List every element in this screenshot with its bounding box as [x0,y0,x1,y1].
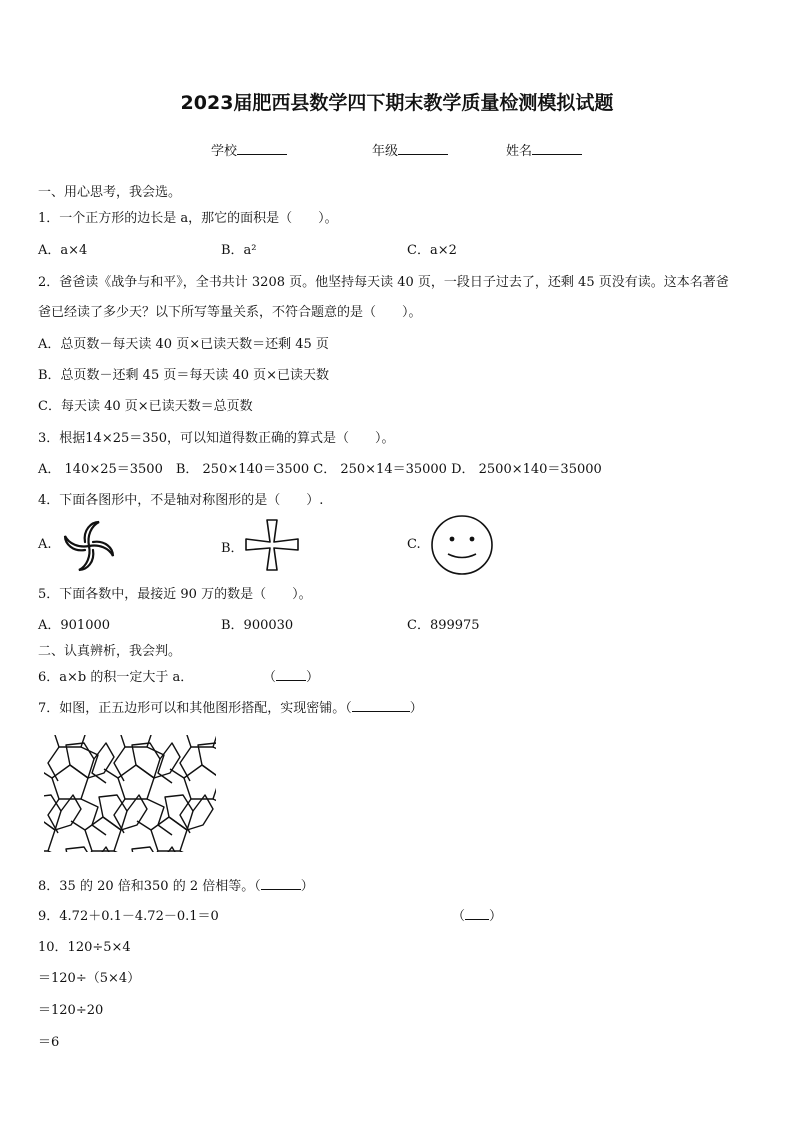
q9-blank-line [465,907,489,920]
q5-option-b: B．900030 [221,618,294,633]
q1-option-c: C．a×2 [407,243,457,258]
q9-paren-open: （ [452,909,466,924]
q7-text [38,697,423,716]
q6-answer-blank [263,666,319,685]
q1-option-b: B．a² [221,243,257,258]
q2-text-line1: 2．爸爸读《战争与和平》，全书共计 3208 页。他坚持每天读 40 页，一段日子过去了，还剩 45 页没有读。这本名著爸 [38,275,729,290]
q9-paren-close: ） [489,909,503,924]
q10-line1: 10．120÷5×4 [38,940,131,955]
q6-blank-line [276,668,306,681]
q6-text: 6．a×b 的积一定大于 a． [38,670,194,685]
q8-text [38,875,314,894]
q7-paren-close: ） [409,701,423,716]
cross-figure [244,517,300,573]
school-blank [237,142,287,155]
q9-text: 9．4.72＋0.1－4.72－0.1＝0 [38,909,219,924]
q4-option-c-label: C. [407,537,421,552]
school-label: 学校 [211,144,238,159]
section-2-heading: 二、认真辨析，我会判。 [38,644,182,659]
q8-paren-close: ） [300,879,314,894]
grade-blank [398,142,448,155]
q4-text: 4．下面各图形中，不是轴对称图形的是（ ）. [38,493,324,508]
pentagon-tessellation-figure [44,735,216,852]
q4-option-a-label: A. [38,537,52,552]
q7-question: 7．如图，正五边形可以和其他图形搭配，实现密铺。（ [38,701,352,716]
q10-line4: ＝6 [38,1035,60,1050]
name-field [506,140,582,159]
q7-blank-line [352,699,410,712]
name-label: 姓名 [506,144,533,159]
q1-text: 1．一个正方形的边长是 a，那它的面积是（ ）。 [38,211,338,226]
q9-answer-blank [452,905,502,924]
q6-paren-close: ） [306,670,320,685]
smiley-figure [430,514,494,576]
grade-field [372,140,448,159]
section-1-heading: 一、用心思考，我会选。 [38,185,182,200]
q10-line2: ＝120÷（5×4） [38,971,141,986]
q8-question: 8．35 的 20 倍和350 的 2 倍相等。（ [38,879,261,894]
page-title: 2023届肥西县数学四下期末教学质量检测模拟试题 [180,92,614,114]
q4-option-b-label: B． [221,541,244,556]
q10-line3: ＝120÷20 [38,1003,104,1018]
q5-option-a: A．901000 [38,618,111,633]
school-field [211,140,287,159]
q3-text: 3．根据14×25＝350，可以知道得数正确的算式是（ ）。 [38,431,395,446]
q2-text-line2: 爸已经读了多少天？以下所写等量关系，不符合题意的是（ ）。 [38,305,422,320]
q2-option-a: A．总页数－每天读 40 页×已读天数＝还剩 45 页 [38,337,329,352]
q5-text: 5．下面各数中，最接近 90 万的数是（ ）。 [38,587,312,602]
q1-option-a: A．a×4 [38,243,88,258]
tessellation-tile [38,743,114,835]
grade-label: 年级 [372,144,399,159]
q2-option-b: B．总页数－还剩 45 页＝每天读 40 页×已读天数 [38,368,330,383]
name-blank [532,142,582,155]
pinwheel-figure [61,518,117,574]
q5-option-c: C．899975 [407,618,480,633]
q3-options: A． 140×25＝3500 B． 250×140＝3500 C． 250×14＝35000 D． 2500×140＝35000 [38,462,602,477]
q8-blank-line [261,877,301,890]
q2-option-c: C．每天读 40 页×已读天数＝总页数 [38,399,253,414]
q6-paren-open: （ [263,670,277,685]
